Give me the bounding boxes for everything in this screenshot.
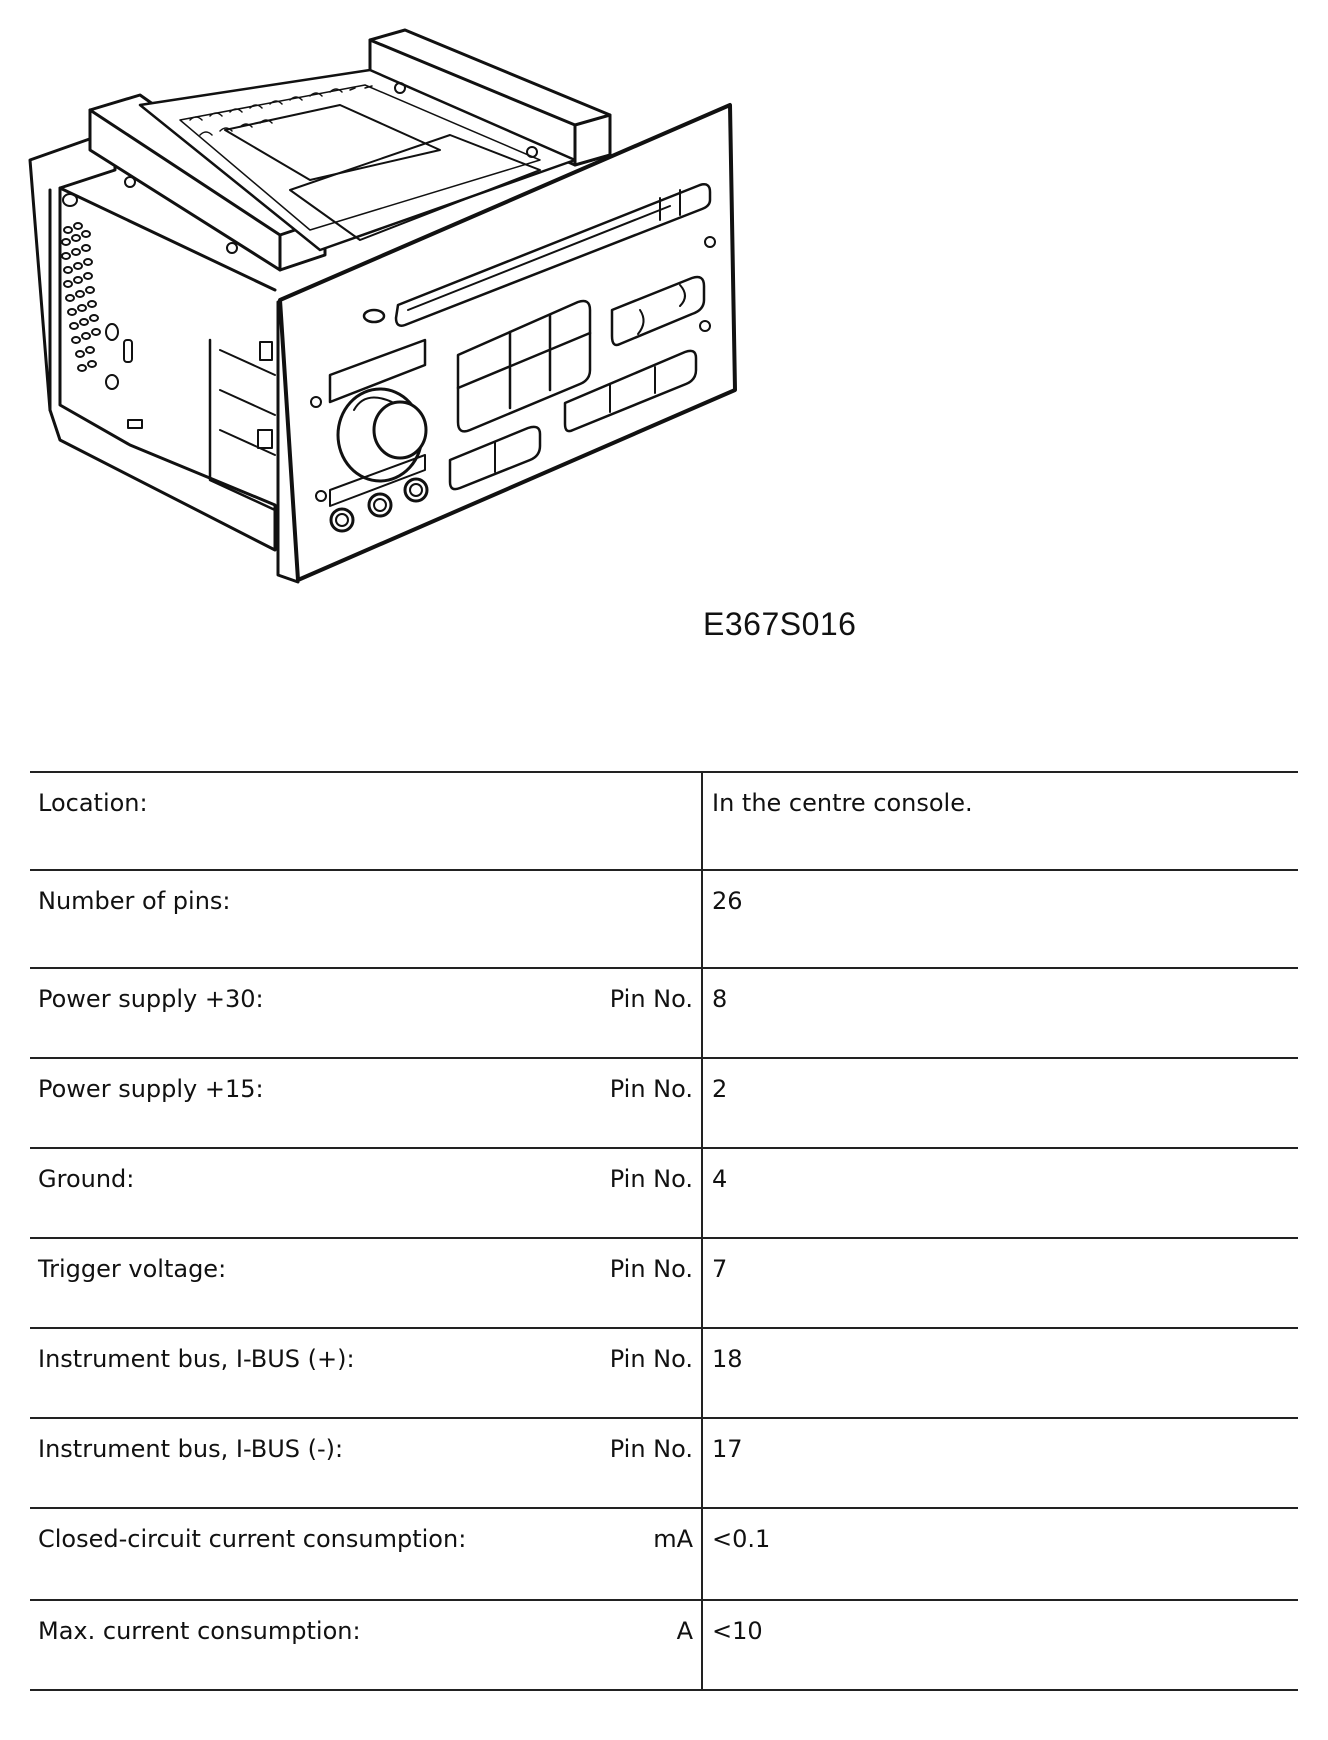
spec-label: Max. current consumption: (38, 1617, 361, 1645)
spec-row (30, 1328, 1298, 1418)
spec-unit: Pin No. (609, 1345, 693, 1373)
spec-row (30, 1238, 1298, 1328)
spec-label: Ground: (38, 1165, 135, 1193)
spec-label: Power supply +15: (38, 1075, 264, 1103)
spec-value: 17 (702, 1418, 1298, 1508)
spec-unit: mA (653, 1525, 693, 1553)
spec-label-cell (30, 772, 702, 870)
spec-value: 7 (702, 1238, 1298, 1328)
radio-unit-figure (20, 10, 810, 650)
spec-row (30, 1058, 1298, 1148)
spec-label: Location: (38, 789, 148, 817)
spec-unit: Pin No. (609, 985, 693, 1013)
figure-code: E367S016 (703, 606, 857, 642)
spec-value: <0.1 (702, 1508, 1298, 1600)
spec-value: 8 (702, 968, 1298, 1058)
spec-label-cell (30, 1328, 702, 1418)
spec-label: Power supply +30: (38, 985, 264, 1013)
spec-value: 18 (702, 1328, 1298, 1418)
spec-label: Closed-circuit current consumption: (38, 1525, 467, 1553)
radio-unit-illustration-icon (20, 10, 810, 650)
spec-label-cell (30, 968, 702, 1058)
spec-label-cell (30, 1148, 702, 1238)
spec-row (30, 1600, 1298, 1690)
spec-row (30, 870, 1298, 968)
spec-unit: Pin No. (609, 1435, 693, 1463)
spec-label-cell (30, 1058, 702, 1148)
spec-unit: A (676, 1617, 693, 1645)
spec-label: Instrument bus, I-BUS (-): (38, 1435, 344, 1463)
spec-value: 26 (702, 870, 1298, 968)
spec-row (30, 772, 1298, 870)
spec-value: 4 (702, 1148, 1298, 1238)
spec-table (30, 771, 1298, 1691)
spec-label-cell (30, 1600, 702, 1690)
spec-value: 2 (702, 1058, 1298, 1148)
spec-label-cell (30, 870, 702, 968)
spec-label: Instrument bus, I-BUS (+): (38, 1345, 355, 1373)
spec-label-cell (30, 1508, 702, 1600)
spec-value: <10 (702, 1600, 1298, 1690)
spec-row (30, 1508, 1298, 1600)
spec-row (30, 1418, 1298, 1508)
spec-label-cell (30, 1418, 702, 1508)
spec-row (30, 1148, 1298, 1238)
spec-label-cell (30, 1238, 702, 1328)
spec-unit: Pin No. (609, 1255, 693, 1283)
spec-label: Number of pins: (38, 887, 231, 915)
spec-row (30, 968, 1298, 1058)
spec-label: Trigger voltage: (38, 1255, 227, 1283)
spec-unit: Pin No. (609, 1075, 693, 1103)
spec-value: In the centre console. (702, 772, 1298, 870)
spec-unit: Pin No. (609, 1165, 693, 1193)
